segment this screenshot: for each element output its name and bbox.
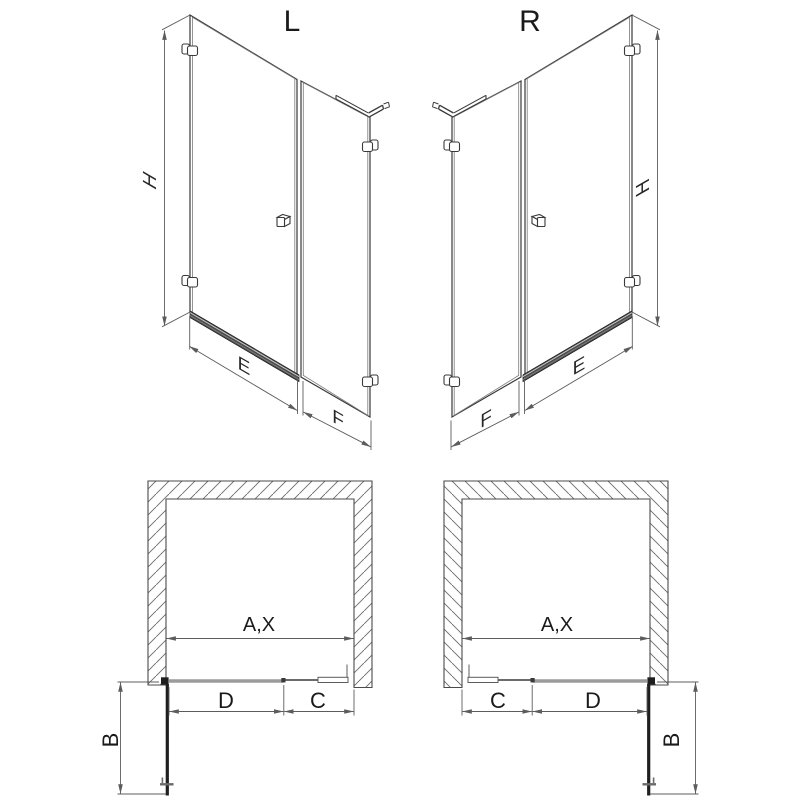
plan-left-door-width-label: D [218, 688, 234, 713]
plan-right-opening-width-label: A,X [540, 614, 574, 636]
plan-right-panel-width-label: C [490, 688, 506, 713]
front-right-title: R [519, 5, 541, 38]
plan-view-right [444, 481, 699, 796]
plan-right-door-swing-label: B [659, 732, 684, 748]
front-left-door-width-label: E [237, 351, 251, 381]
front-left-panel-width-label: F [332, 404, 344, 433]
front-left-height-label: H [139, 167, 161, 194]
front-right-panel-width-label: F [480, 404, 492, 433]
plan-view-left-geometry [118, 481, 373, 796]
front-view-left [139, 5, 389, 450]
front-view-left-geometry [162, 15, 390, 450]
front-right-height-label: H [632, 174, 654, 201]
plan-left-panel-width-label: C [310, 688, 326, 713]
plan-view-left [98, 481, 372, 796]
plan-left-door-swing-label: B [98, 732, 123, 748]
front-right-door-width-label: E [572, 351, 586, 381]
front-view-right-geometry [433, 15, 661, 450]
plan-right-door-width-label: D [585, 688, 601, 713]
front-left-title: L [283, 5, 301, 38]
plan-left-opening-width-label: A,X [242, 614, 276, 636]
front-view-right [433, 5, 661, 450]
